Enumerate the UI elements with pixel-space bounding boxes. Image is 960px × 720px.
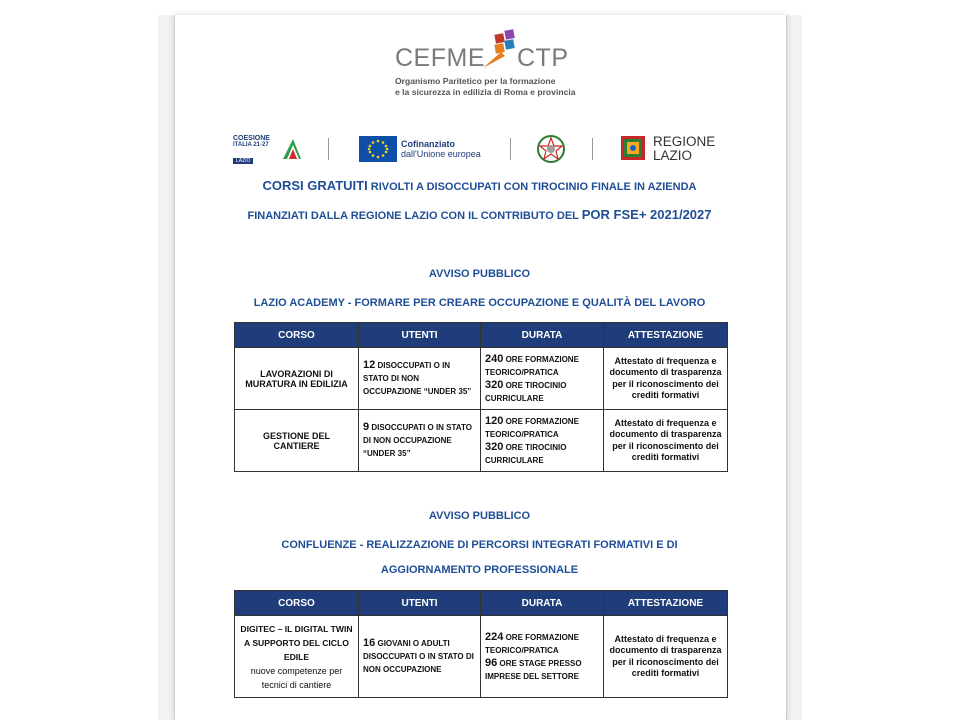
- coesione-label: COESIONE: [233, 135, 270, 142]
- title-line-2-start: FINANZIATI DALLA REGIONE LAZIO CON IL CONTRIBUTO DEL: [247, 210, 582, 222]
- regione-word: REGIONE: [653, 134, 716, 149]
- right-gutter: [786, 15, 802, 720]
- col-header: CORSO: [235, 591, 359, 616]
- col-header: UTENTI: [359, 591, 481, 616]
- col-header: DURATA: [481, 591, 604, 616]
- durata-cell: 240 ORE FORMAZIONE TEORICO/PRATICA 320 ORE TIROCINIO CURRICULARE: [481, 348, 604, 410]
- eu-cofinanziato: Cofinanziato: [401, 139, 455, 149]
- col-header: ATTESTAZIONE: [604, 591, 728, 616]
- section2-heading: AVVISO PUBBLICO: [428, 510, 531, 522]
- durata-cell: 224 ORE FORMAZIONE TEORICO/PRATICA 96 ORE STAGE PRESSO IMPRESE DEL SETTORE: [481, 616, 604, 698]
- utenti-cell: 9 DISOCCUPATI O IN STATO DI NON OCCUPAZIONE “UNDER 35”: [359, 410, 481, 472]
- logo-word-cefme: CEFME: [395, 44, 485, 72]
- section2-subtitle-2: AGGIORNAMENTO PROFESSIONALE: [380, 564, 579, 576]
- main-title-line-2: [174, 206, 785, 224]
- coesione-region-badge: LAZIO: [233, 158, 253, 164]
- italian-republic-emblem-icon: [536, 133, 566, 165]
- logo-word-ctp: CTP: [517, 44, 569, 72]
- coesione-italia-logo: [233, 135, 305, 163]
- utenti-cell: 16 GIOVANI O ADULTI DISOCCUPATI O IN STATO DI NON OCCUPAZIONE: [359, 616, 481, 698]
- coesione-chevron-icon: [279, 135, 303, 161]
- section1-table: [234, 322, 728, 472]
- col-header: ATTESTAZIONE: [604, 323, 728, 348]
- eu-cofinanced-logo: [359, 136, 494, 162]
- main-title-line-1: [174, 177, 785, 195]
- table-header-row: [235, 323, 728, 348]
- attestazione-cell: Attestato di frequenza e documento di trasparenza per il riconoscimento dei crediti formativi: [604, 410, 728, 472]
- corsi-gratuiti: CORSI GRATUITI: [262, 178, 368, 193]
- regione-lazio-logo: [619, 134, 719, 164]
- lazio-word: LAZIO: [653, 148, 693, 163]
- eu-dall-unione: dall'Unione europea: [401, 149, 481, 159]
- section2-table: [234, 590, 728, 698]
- utenti-cell: 12 DISOCCUPATI O IN STATO DI NON OCCUPAZIONE “UNDER 35”: [359, 348, 481, 410]
- col-header: UTENTI: [359, 323, 481, 348]
- attestazione-cell: Attestato di frequenza e documento di trasparenza per il riconoscimento dei crediti formativi: [604, 616, 728, 698]
- eu-flag-icon: [359, 136, 397, 162]
- separator: [592, 138, 593, 160]
- por-fse: POR FSE+ 2021/2027: [581, 207, 712, 222]
- title-line-1-rest: RIVOLTI A DISOCCUPATI CON TIROCINIO FINALE IN AZIENDA: [367, 181, 697, 193]
- table-row: [235, 348, 728, 410]
- attestazione-cell: Attestato di frequenza e documento di trasparenza per il riconoscimento dei crediti formativi: [604, 348, 728, 410]
- table-row: [235, 616, 728, 698]
- corso-cell: DIGITEC – IL DIGITAL TWIN A SUPPORTO DEL CICLO EDILE nuove competenze per tecnici di cantiere: [235, 616, 359, 698]
- regione-lazio-shield-icon: [619, 134, 647, 162]
- coesione-years: ITALIA 21-27: [233, 142, 269, 148]
- logo-mark-icon: [481, 28, 521, 70]
- corso-cell: GESTIONE DEL CANTIERE: [235, 410, 359, 472]
- section1-subtitle: LAZIO ACADEMY - FORMARE PER CREARE OCCUPAZIONE E QUALITÀ DEL LAVORO: [253, 297, 706, 309]
- separator: [328, 138, 329, 160]
- section2-subtitle-1: CONFLUENZE - REALIZZAZIONE DI PERCORSI INTEGRATI FORMATIVI E DI: [281, 539, 678, 551]
- table-header-row: [235, 591, 728, 616]
- col-header: DURATA: [481, 323, 604, 348]
- logo-subtitle-1: Organismo Paritetico per la formazione: [395, 76, 556, 86]
- cefme-ctp-logo: [395, 28, 576, 100]
- separator: [510, 138, 511, 160]
- section1-heading: AVVISO PUBBLICO: [428, 268, 531, 280]
- durata-cell: 120 ORE FORMAZIONE TEORICO/PRATICA 320 ORE TIROCINIO CURRICULARE: [481, 410, 604, 472]
- table-row: [235, 410, 728, 472]
- logo-subtitle-2: e la sicurezza in edilizia di Roma e provincia: [395, 87, 576, 97]
- left-gutter: [158, 15, 174, 720]
- corso-cell: LAVORAZIONI DI MURATURA IN EDILIZIA: [235, 348, 359, 410]
- col-header: CORSO: [235, 323, 359, 348]
